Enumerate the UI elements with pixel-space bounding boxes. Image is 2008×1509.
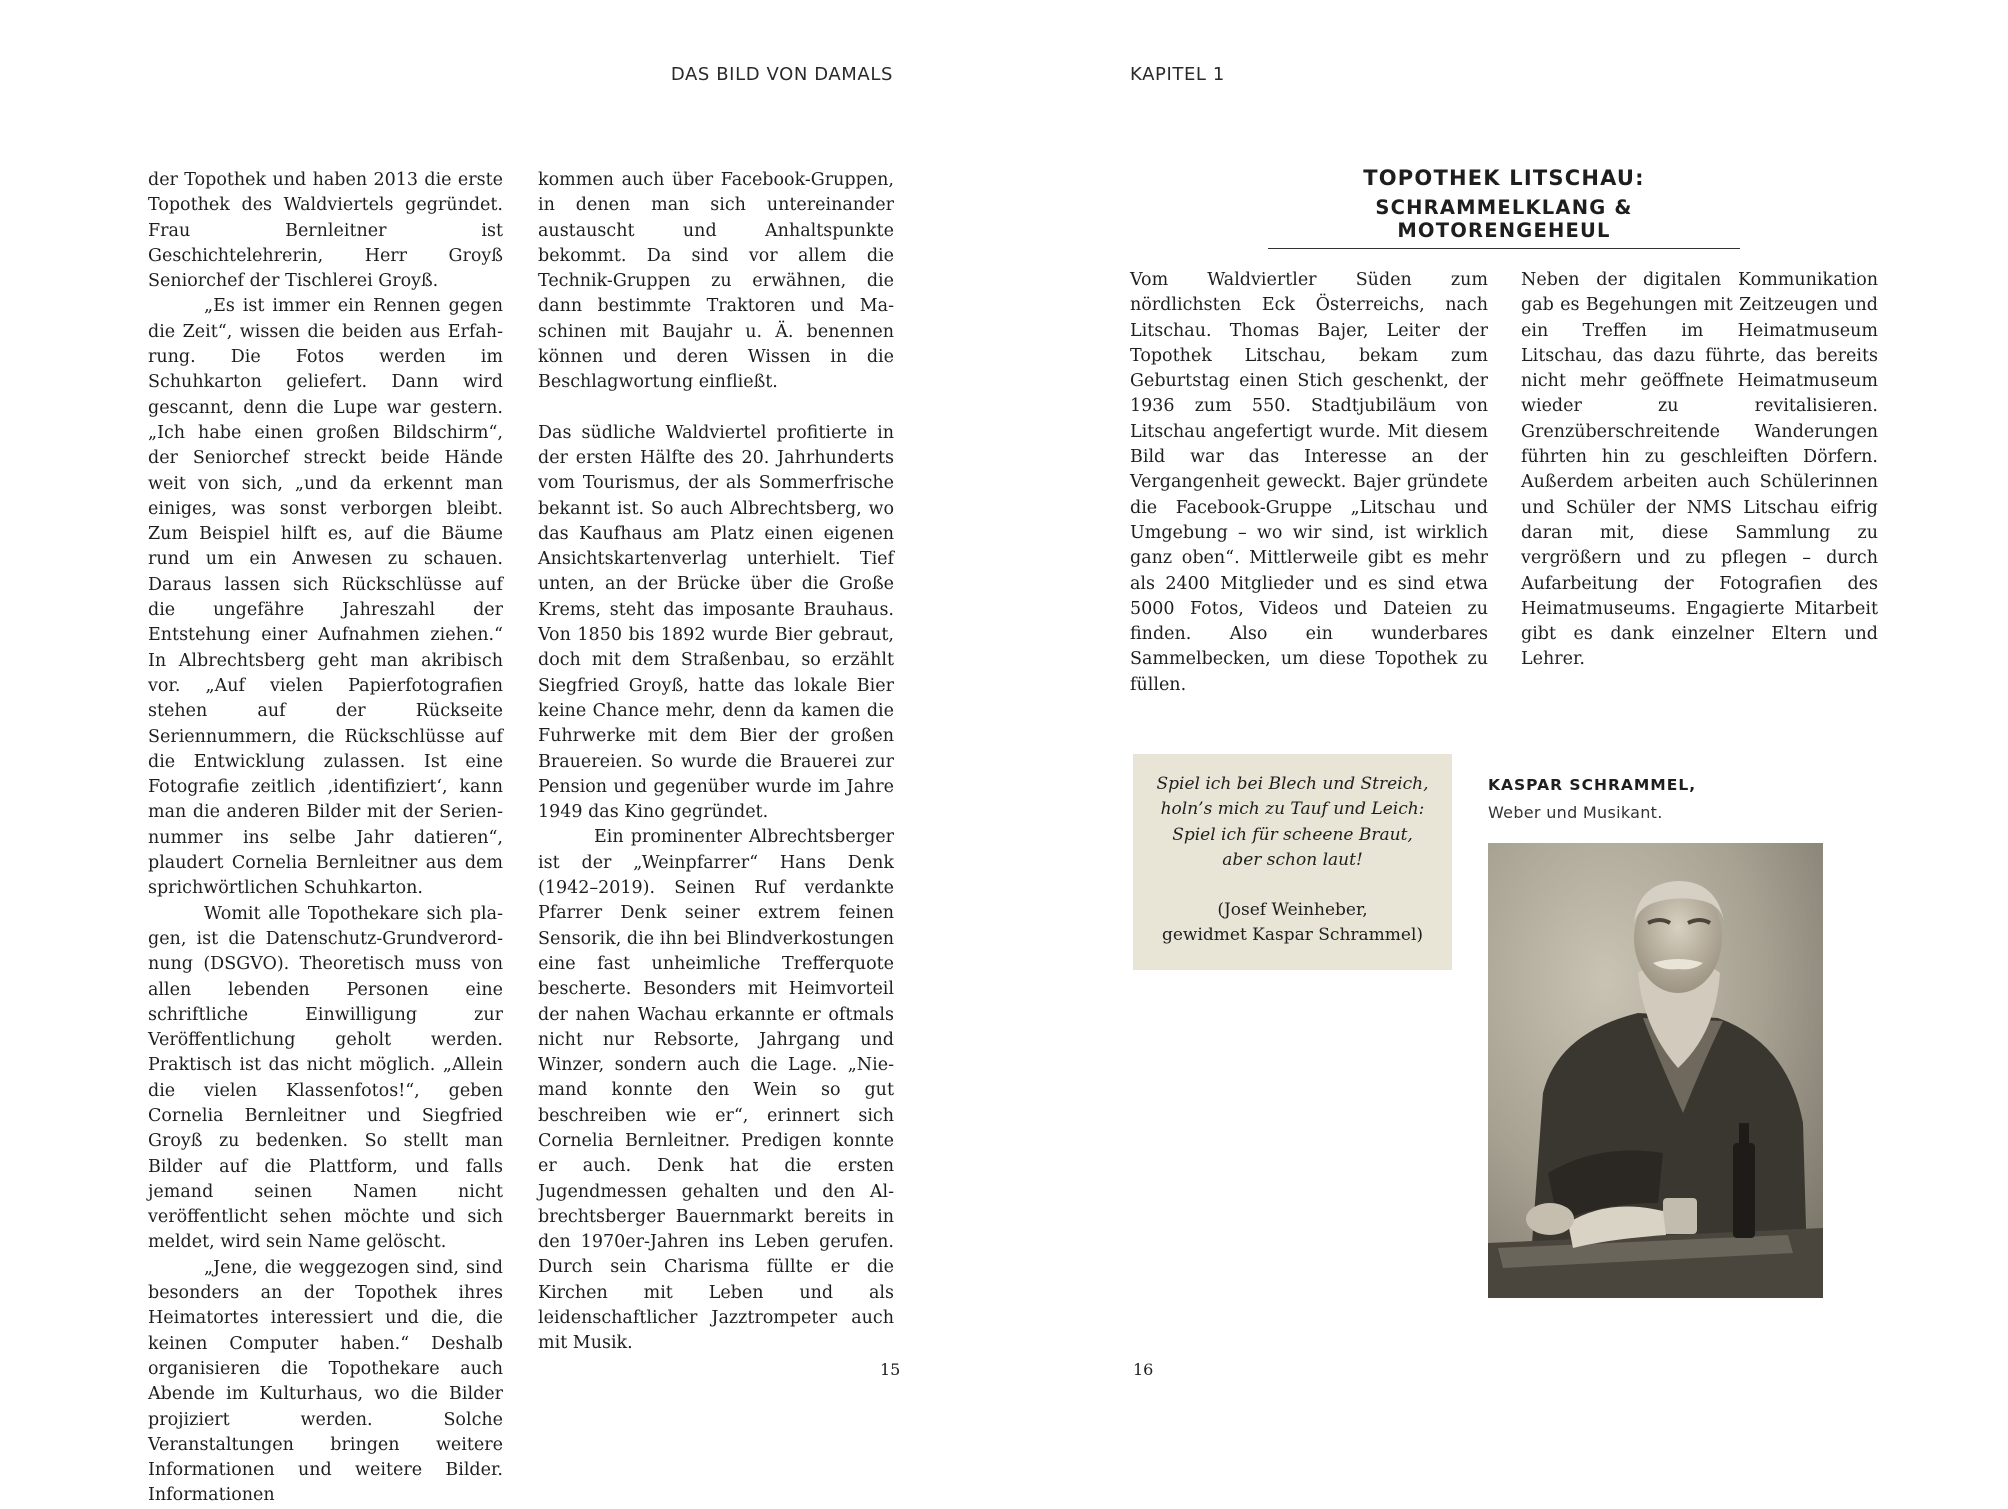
source-line: gewidmet Kaspar Schrammel) bbox=[1161, 925, 1424, 946]
page-number-right: 16 bbox=[1133, 1360, 1154, 1379]
paragraph: kommen auch über Facebook-Gruppen, in denen man sich untereinander austauscht und Anhaltspunkte bekommt. Da sind vor allem die Technik-Gruppen zu erwähnen, die dann bestimmte Traktoren und Maschinen mit Baujahr u. Ä. benennen können und deren Wissen in die Beschlagwortung einfließt. bbox=[538, 170, 894, 393]
verse-line: Spiel ich für scheene Braut, bbox=[1172, 824, 1413, 845]
paragraph: Womit alle Topothekare sich plagen, ist die Datenschutz-Grundverordnung (DSGVO). Theoretisch muss von allen lebenden Personen eine schriftliche Einwilligung zur Veröffentlichung geholt werden. Praktisch ist das nicht möglich. „Allein die vielen Klassenfotos!“, geben Cornelia Bernleitner und Siegfried Groyß zu bedenken. So stellt man Bilder auf die Plattform, und falls jemand seinen Namen nicht veröffentlicht sehen möchte und sich meldet, wird sein Name gelöscht. bbox=[148, 903, 503, 1253]
paragraph: Vom Waldviertler Süden zum nördlichsten Eck Österreichs, nach Litschau. Thomas Bajer, Leiter der Topothek Litschau, bekam zum Geburtstag einen Stich geschenkt, der 1936 zum 550. Stadtjubiläum von Litschau angefertigt wurde. Mit diesem Bild war das Interesse an der Vergangenheit geweckt. Bajer gründete die Facebook-Gruppe „Litschau und Umgebung – wo wir sind, ist wirklich ganz oben“. Mittlerweile gibt es mehr als 2400 Mitglieder und es sind etwa 5000 Fotos, Videos und Dateien zu finden. Also ein wunderbares Sammelbecken, um diese Topothek zu füllen. bbox=[1130, 270, 1488, 695]
right-page-column-2 bbox=[1521, 268, 1878, 673]
left-page-column-1 bbox=[148, 168, 503, 1509]
paragraph: „Jene, die weggezogen sind, sind besonders an der Topothek ihres Heimatortes interessiert und die, die keinen Computer haben.“ Deshalb organisieren die Topothekare auch Abende im Kulturhaus, wo die Bilder projiziert werden. Solche Veranstaltungen bringen weitere Informationen und weitere Bilder. Informationen bbox=[148, 1257, 503, 1506]
verse-line: Spiel ich bei Blech und Streich, bbox=[1156, 774, 1429, 794]
paragraph: der Topothek und haben 2013 die erste Topothek des Waldviertels gegründet. Frau Bernleitner ist Geschichtelehrerin, Herr Groyß Seniorchef der Tischlerei Groyß. bbox=[148, 170, 503, 292]
quote-source bbox=[1133, 898, 1452, 949]
paragraph: Das südliche Waldviertel profitierte in der ersten Hälfte des 20. Jahrhunderts vom Tourismus, der als Sommerfrische bekannt ist. So auch Albrechtsberg, wo das Kaufhaus am Platz einen eigenen Ansichtskartenverlag unterhielt. Tief unten, an der Brücke über die Große Krems, steht das imposante Brauhaus. Von 1850 bis 1892 wurde Bier gebraut, doch mit dem Straßenbau, so erzählt Siegfried Groyß, hatte das lokale Bier keine Chance mehr, denn da kamen die Fuhrwerke mit dem Bier der großen Brauereien. So wurde die Brauerei zur Pension und gegenüber wurde im Jahre 1949 das Kino gegründet. bbox=[538, 422, 894, 823]
caption-name: KASPAR SCHRAMMEL, bbox=[1488, 776, 1697, 794]
portrait-illustration bbox=[1488, 843, 1823, 1298]
left-page-column-2 bbox=[538, 168, 894, 1357]
portrait-photo bbox=[1488, 843, 1823, 1298]
quote-verse bbox=[1133, 772, 1452, 873]
running-head-right: KAPITEL 1 bbox=[1130, 64, 1225, 85]
section-title: TOPOTHEK LITSCHAU: bbox=[1363, 166, 1645, 190]
page-number-left: 15 bbox=[880, 1360, 901, 1379]
paragraph: Ein prominenter Albrechtsberger ist der „Weinpfarrer“ Hans Denk (1942–2019). Seinen Ruf verdankte Pfarrer Denk seiner extrem feinen Sensorik, die ihn bei Blindverkostungen eine fast unheimliche Trefferquote bescherte. Besonders mit Heimvorteil der nahen Wachau erkannte er oftmals nicht nur Rebsorte, Jahrgang und Winzer, sondern auch die Lage. „Niemand konnte den Wein so gut beschreiben wie er“, erinnert sich Cornelia Bernleitner. Predigen konnte er auch. Denk hat die ersten Jugendmessen gehalten und den Albrechtsberger Bauernmarkt bereits in den 1970er-Jahren ins Leben gerufen. Durch sein Charisma füllte er die Kirchen mit Leben und als leidenschaftlicher Jazztrompeter auch mit Musik. bbox=[538, 827, 894, 1354]
running-head-left: DAS BILD VON DAMALS bbox=[670, 64, 893, 85]
right-page-column-1 bbox=[1130, 268, 1488, 698]
quote-box bbox=[1133, 754, 1452, 970]
section-heading bbox=[1268, 166, 1740, 249]
verse-line: aber schon laut! bbox=[1222, 849, 1363, 870]
verse-line: holn’s mich zu Tauf und Leich: bbox=[1160, 799, 1425, 820]
paragraph: Neben der digitalen Kommunikation gab es Begehungen mit Zeitzeugen und ein Treffen im Heimatmuseum Litschau, das dazu führte, das bereits nicht mehr geöffnete Heimatmuseum wieder zu revitalisieren. Grenzüberschreitende Wanderungen führten hin zu geschleiften Dörfern. Außerdem arbeiten auch Schülerinnen und Schüler der NMS Litschau eifrig daran mit, diese Sammlung zu vergrößern und zu pflegen – durch Aufarbeitung der Fotografien des Heimatmuseums. Engagierte Mitarbeit gibt es dank einzelner Eltern und Lehrer. bbox=[1521, 270, 1878, 670]
caption-role: Weber und Musikant. bbox=[1488, 803, 1663, 822]
section-subtitle: SCHRAMMELKLANG & MOTORENGEHEUL bbox=[1268, 196, 1740, 249]
paragraph: „Es ist immer ein Rennen gegen die Zeit“, wissen die beiden aus Erfahrung. Die Fotos werden im Schuhkarton geliefert. Dann wird gescannt, denn die Lupe war gestern. „Ich habe einen großen Bildschirm“, der Seniorchef streckt beide Hände weit von sich, „und da erkennt man einiges, was sonst verborgen bleibt. Zum Beispiel hilft es, auf die Bäume rund um ein Anwesen zu schauen. Daraus lassen sich Rückschlüsse auf die ungefähre Jahreszahl der Entstehung einer Aufnahmen ziehen.“ In Albrechtsberg geht man akribisch vor. „Auf vielen Papierfotografien stehen auf der Rückseite Seriennummern, die Rückschlüsse auf die Entwicklung zulassen. Ist eine Fotografie zeitlich ‚identifiziert‘, kann man die anderen Bilder mit der Seriennummer ins selbe Jahr datieren“, plaudert Cornelia Bernleitner aus dem sprichwörtlichen Schuhkarton. bbox=[148, 296, 503, 899]
source-line: (Josef Weinheber, bbox=[1217, 900, 1368, 921]
